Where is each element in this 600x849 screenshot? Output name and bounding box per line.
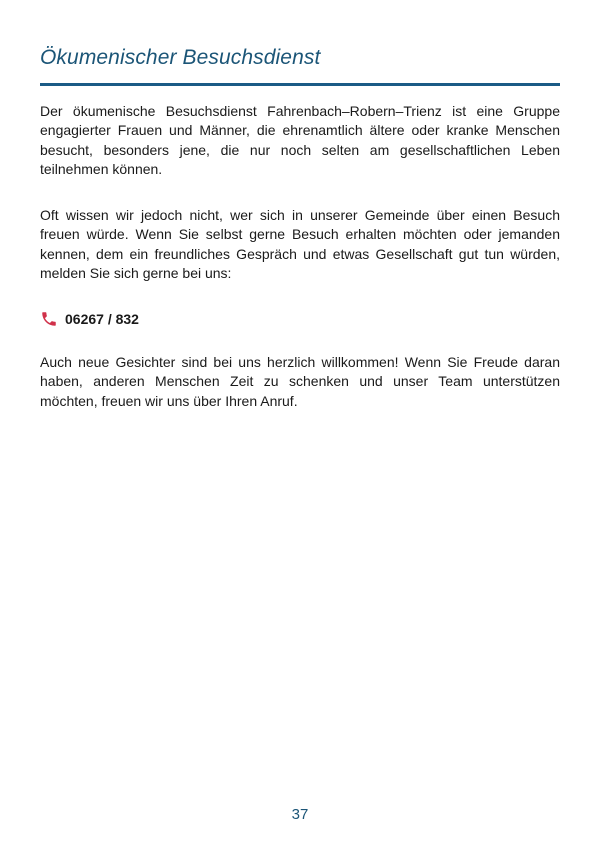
title-divider [40, 83, 560, 86]
paragraph-intro: Der ökumenische Besuchsdienst Fahrenbach–Robern–Trienz ist eine Gruppe engagierter Frauen und Männer, die ehrenamtlich ältere oder kranke Menschen besucht, besonders jene, die nur noch selten am gesellschaftlichen Leben teilnehmen können. [40, 103, 560, 178]
paragraph-volunteers: Auch neue Gesichter sind bei uns herzlich willkommen! Wenn Sie Freude daran haben, anderen Menschen Zeit zu schenken und unser Team unterstützen möchten, freuen wir uns über Ihren Anruf. [40, 354, 560, 409]
paragraph-invitation: Oft wissen wir jedoch nicht, wer sich in unserer Gemeinde über einen Besuch freuen würde. Wenn Sie selbst gerne Besuch erhalten möchten oder jemanden kennen, dem ein freundliches Gespräch und etwas Gesellschaft gut tun würden, melden Sie sich gerne bei uns: [40, 207, 560, 282]
phone-contact [40, 309, 139, 329]
page-title: Ökumenischer Besuchsdienst [40, 46, 321, 69]
phone-number: 06267 / 832 [65, 311, 139, 327]
phone-icon [40, 310, 58, 328]
page-number: 37 [291, 806, 309, 823]
